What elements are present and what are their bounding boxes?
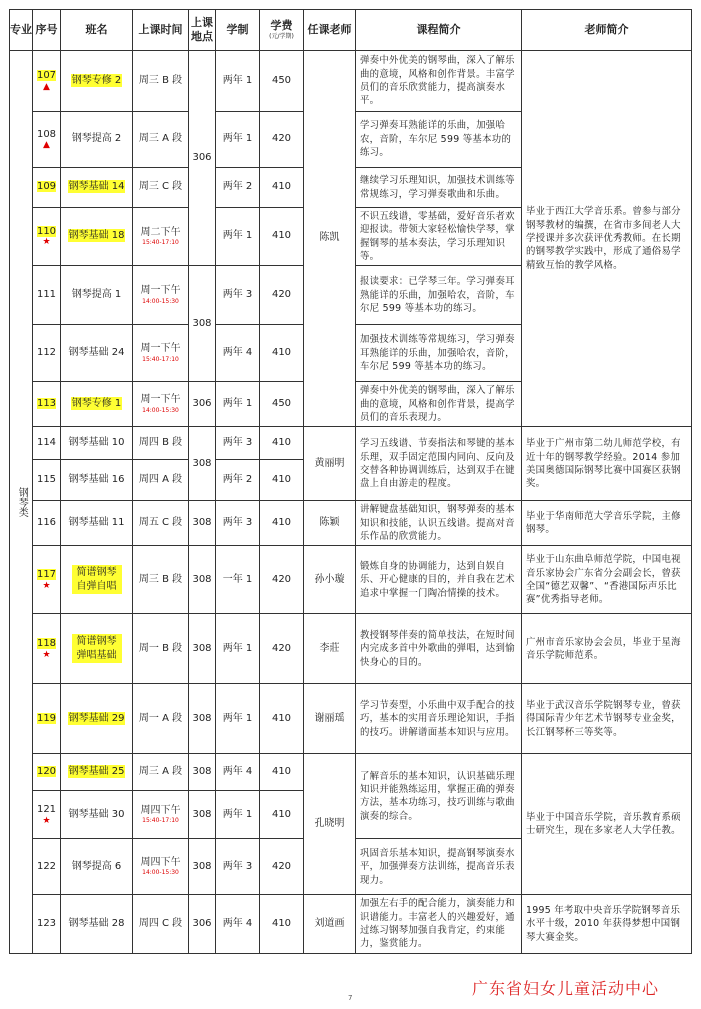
class-place: 308 <box>189 754 216 791</box>
header-teacher: 任课老师 <box>304 10 356 51</box>
class-term: 两年 4 <box>216 895 260 953</box>
teacher-name: 陈颖 <box>304 501 356 546</box>
class-time: 周四 B 段 <box>133 427 189 460</box>
course-intro: 学习弹奏耳熟能详的乐曲，加强哈农，音阶，车尔尼 599 等基本功的练习。 <box>356 112 522 168</box>
class-fee: 410 <box>260 754 304 791</box>
header-no: 序号 <box>33 10 61 51</box>
header-fee: 学费 (元/学期) <box>260 10 304 51</box>
course-intro: 教授钢琴伴奏的简单技法，在短时间内完成多首中外歌曲的弹唱，达到愉快身心的目的。 <box>356 614 522 684</box>
class-fee: 410 <box>260 684 304 754</box>
class-fee: 420 <box>260 266 304 325</box>
table-row <box>10 754 692 791</box>
row-no: 111 <box>33 266 61 325</box>
teacher-name: 黄丽明 <box>304 427 356 501</box>
teacher-name: 李莊 <box>304 614 356 684</box>
row-no: 108 ▲ <box>33 112 61 168</box>
class-name: 钢琴基础 18 <box>61 208 133 266</box>
page-number: 7 <box>348 994 353 1002</box>
class-place: 308 <box>189 839 216 895</box>
row-no: 118 ★ <box>33 614 61 684</box>
class-fee: 410 <box>260 501 304 546</box>
class-time: 周三 B 段 <box>133 546 189 614</box>
class-name: 钢琴基础 14 <box>61 168 133 208</box>
teacher-intro: 1995 年考取中央音乐学院钢琴音乐水平十级，2010 年获得梦想中国钢琴大赛金奖。 <box>522 895 692 953</box>
row-no: 113 <box>33 382 61 427</box>
class-term: 两年 2 <box>216 460 260 501</box>
teacher-intro: 毕业于山东曲阜师范学院，中国电视音乐家协会广东省分会副会长，曾获全国“德艺双馨”、“香港国际声乐比赛”优秀指导老师。 <box>522 546 692 614</box>
class-time: 周一下午 15:40-17:10 <box>133 325 189 382</box>
class-name: 钢琴专修 1 <box>61 382 133 427</box>
class-time: 周五 C 段 <box>133 501 189 546</box>
class-time: 周四下午 14:00-15:30 <box>133 839 189 895</box>
class-time: 周一 B 段 <box>133 614 189 684</box>
class-name: 钢琴基础 16 <box>61 460 133 501</box>
teacher-name: 陈凯 <box>304 51 356 427</box>
class-name: 钢琴提高 6 <box>61 839 133 895</box>
class-term: 两年 1 <box>216 614 260 684</box>
table-row <box>10 427 692 460</box>
class-time: 周一 A 段 <box>133 684 189 754</box>
class-fee: 410 <box>260 791 304 839</box>
header-course: 课程简介 <box>356 10 522 51</box>
row-no: 116 <box>33 501 61 546</box>
class-place: 308 <box>189 427 216 501</box>
teacher-name: 谢丽瑶 <box>304 684 356 754</box>
class-time: 周四 C 段 <box>133 895 189 953</box>
fee-unit: (元/学期) <box>269 33 294 41</box>
row-no: 110 ★ <box>33 208 61 266</box>
class-name: 钢琴专修 2 <box>61 51 133 112</box>
class-term: 两年 2 <box>216 168 260 208</box>
class-name: 钢琴基础 28 <box>61 895 133 953</box>
class-time: 周三 A 段 <box>133 112 189 168</box>
course-intro: 不识五线谱，零基础，爱好音乐者欢迎报读。带领大家轻松愉快学琴，掌握钢琴的基本奏法，学习乐理知识等。 <box>356 208 522 266</box>
class-place: 308 <box>189 546 216 614</box>
row-no: 122 <box>33 839 61 895</box>
header-row <box>10 10 692 51</box>
class-fee: 410 <box>260 208 304 266</box>
course-intro: 弹奏中外优美的钢琴曲，深入了解乐曲的意境，风格和创作背景。丰富学员们的音乐欣赏能力，提高演奏水平。 <box>356 51 522 112</box>
class-name: 钢琴基础 10 <box>61 427 133 460</box>
header-class: 班名 <box>61 10 133 51</box>
course-intro: 巩固音乐基本知识，提高钢琴演奏水平，加强弹奏方法训练，提高音乐表现力。 <box>356 839 522 895</box>
class-fee: 410 <box>260 168 304 208</box>
class-fee: 410 <box>260 460 304 501</box>
teacher-intro: 广州市音乐家协会会员，毕业于星海音乐学院师范系。 <box>522 614 692 684</box>
class-time: 周三 C 段 <box>133 168 189 208</box>
header-teacher-intro: 老师简介 <box>522 10 692 51</box>
teacher-name: 孔晓明 <box>304 754 356 895</box>
class-time: 周四下午 15:40-17:10 <box>133 791 189 839</box>
header-major: 专业 <box>10 10 33 51</box>
row-no: 109 <box>33 168 61 208</box>
class-term: 两年 1 <box>216 382 260 427</box>
row-no: 114 <box>33 427 61 460</box>
class-term: 两年 3 <box>216 266 260 325</box>
class-fee: 450 <box>260 382 304 427</box>
teacher-intro: 毕业于广州市第二幼儿师范学校，有近十年的钢琴教学经验。2014 参加美国奥德国际钢琴比赛中国赛区获钢奖。 <box>522 427 692 501</box>
course-table <box>9 9 692 954</box>
class-term: 一年 1 <box>216 546 260 614</box>
class-name: 钢琴基础 30 <box>61 791 133 839</box>
class-name: 钢琴基础 29 <box>61 684 133 754</box>
row-no: 115 <box>33 460 61 501</box>
class-term: 两年 3 <box>216 839 260 895</box>
table-row <box>10 614 692 684</box>
class-term: 两年 1 <box>216 112 260 168</box>
class-term: 两年 4 <box>216 325 260 382</box>
teacher-intro: 毕业于中国音乐学院，音乐教育系硕士研究生，现在多家老人大学任教。 <box>522 754 692 895</box>
teacher-intro: 毕业于华南师范大学音乐学院，主修钢琴。 <box>522 501 692 546</box>
teacher-name: 刘道画 <box>304 895 356 953</box>
row-no: 119 <box>33 684 61 754</box>
course-intro: 弹奏中外优美的钢琴曲，深入了解乐曲的意境，风格和创作背景，提高学员们的音乐表现力。 <box>356 382 522 427</box>
class-place: 308 <box>189 614 216 684</box>
class-name: 简谱钢琴自弹自唱 <box>61 546 133 614</box>
class-term: 两年 1 <box>216 684 260 754</box>
course-intro: 加强左右手的配合能力，演奏能力和识谱能力。丰富老人的兴趣爱好，通过练习钢琴加强自我肯定，约束能力，鉴赏能力。 <box>356 895 522 953</box>
class-fee: 420 <box>260 839 304 895</box>
class-term: 两年 1 <box>216 208 260 266</box>
class-name: 钢琴提高 1 <box>61 266 133 325</box>
class-place: 306 <box>189 895 216 953</box>
row-no: 121 ★ <box>33 791 61 839</box>
header-term: 学制 <box>216 10 260 51</box>
class-fee: 410 <box>260 427 304 460</box>
teacher-intro: 毕业于西江大学音乐系。曾参与部分钢琴教材的编撰，在省市多间老人大学授课并多次获评优秀教师。在长期的钢琴教学实践中，形成了通俗易学精致互怡的教学风格。 <box>522 51 692 427</box>
class-time: 周二下午 15:40-17:10 <box>133 208 189 266</box>
row-no: 120 <box>33 754 61 791</box>
table-row <box>10 501 692 546</box>
class-fee: 420 <box>260 546 304 614</box>
class-term: 两年 3 <box>216 501 260 546</box>
header-time: 上课时间 <box>133 10 189 51</box>
class-name: 钢琴基础 25 <box>61 754 133 791</box>
class-place: 308 <box>189 501 216 546</box>
class-time: 周一下午 14:00-15:30 <box>133 382 189 427</box>
course-intro: 了解音乐的基本知识，认识基础乐理知识并能熟练运用，掌握正确的弹奏方法，基本功练习，技巧训练与歌曲演奏的综合。 <box>356 754 522 839</box>
row-no: 112 <box>33 325 61 382</box>
class-fee: 410 <box>260 325 304 382</box>
course-intro: 讲解键盘基础知识，钢琴弹奏的基本知识和技能，认识五线谱。提高对音乐作品的欣赏能力。 <box>356 501 522 546</box>
course-intro: 锻炼自身的协调能力，达到自娱自乐、开心健康的目的，并自我在艺术追求中掌握一门陶冶情操的技术。 <box>356 546 522 614</box>
class-term: 两年 1 <box>216 51 260 112</box>
course-intro: 继续学习乐理知识，加强技术训练等常规练习，学习弹奏歌曲和乐曲。 <box>356 168 522 208</box>
class-place: 306 <box>189 51 216 266</box>
class-time: 周四 A 段 <box>133 460 189 501</box>
class-time: 周三 A 段 <box>133 754 189 791</box>
class-term: 两年 4 <box>216 754 260 791</box>
course-intro: 加强技术训练等常规练习，学习弹奏耳熟能详的乐曲，加强哈农，音阶，车尔尼 599 等基本功的练习。 <box>356 325 522 382</box>
class-fee: 420 <box>260 614 304 684</box>
class-fee: 410 <box>260 895 304 953</box>
course-intro: 学习五线谱、节奏指法和琴键的基本乐理，双手固定范围内同向、反向及交替各种协调训练后，达到双手在键盘上自由游走的程度。 <box>356 427 522 501</box>
footer-organization: 广东省妇女儿童活动中心 <box>472 979 660 998</box>
row-no: 123 <box>33 895 61 953</box>
table-row <box>10 546 692 614</box>
class-time: 周三 B 段 <box>133 51 189 112</box>
major-cell: 钢琴类 <box>10 51 33 954</box>
class-term: 两年 1 <box>216 791 260 839</box>
class-place: 306 <box>189 382 216 427</box>
table-row <box>10 895 692 953</box>
class-name: 钢琴基础 11 <box>61 501 133 546</box>
table-row <box>10 684 692 754</box>
course-intro: 学习节奏型，小乐曲中双手配合的技巧，基本的实用音乐理论知识，手指的技巧。讲解谱面基本知识与应用。 <box>356 684 522 754</box>
row-no: 117 ★ <box>33 546 61 614</box>
class-fee: 450 <box>260 51 304 112</box>
class-place: 308 <box>189 791 216 839</box>
table-row <box>10 51 692 112</box>
class-name: 简谱钢琴弹唱基础 <box>61 614 133 684</box>
teacher-intro: 毕业于武汉音乐学院钢琴专业，曾获得国际青少年艺术节钢琴专业金奖，长江钢琴杯三等奖等。 <box>522 684 692 754</box>
class-term: 两年 3 <box>216 427 260 460</box>
header-place: 上课地点 <box>189 10 216 51</box>
course-intro: 报读要求：已学琴三年。学习弹奏耳熟能详的乐曲，加强哈农，音阶，车尔尼 599 等基本功的练习。 <box>356 266 522 325</box>
class-time: 周一下午 14:00-15:30 <box>133 266 189 325</box>
class-place: 308 <box>189 266 216 382</box>
class-place: 308 <box>189 684 216 754</box>
class-name: 钢琴提高 2 <box>61 112 133 168</box>
class-name: 钢琴基础 24 <box>61 325 133 382</box>
teacher-name: 孙小璇 <box>304 546 356 614</box>
row-no: 107 ▲ <box>33 51 61 112</box>
class-fee: 420 <box>260 112 304 168</box>
